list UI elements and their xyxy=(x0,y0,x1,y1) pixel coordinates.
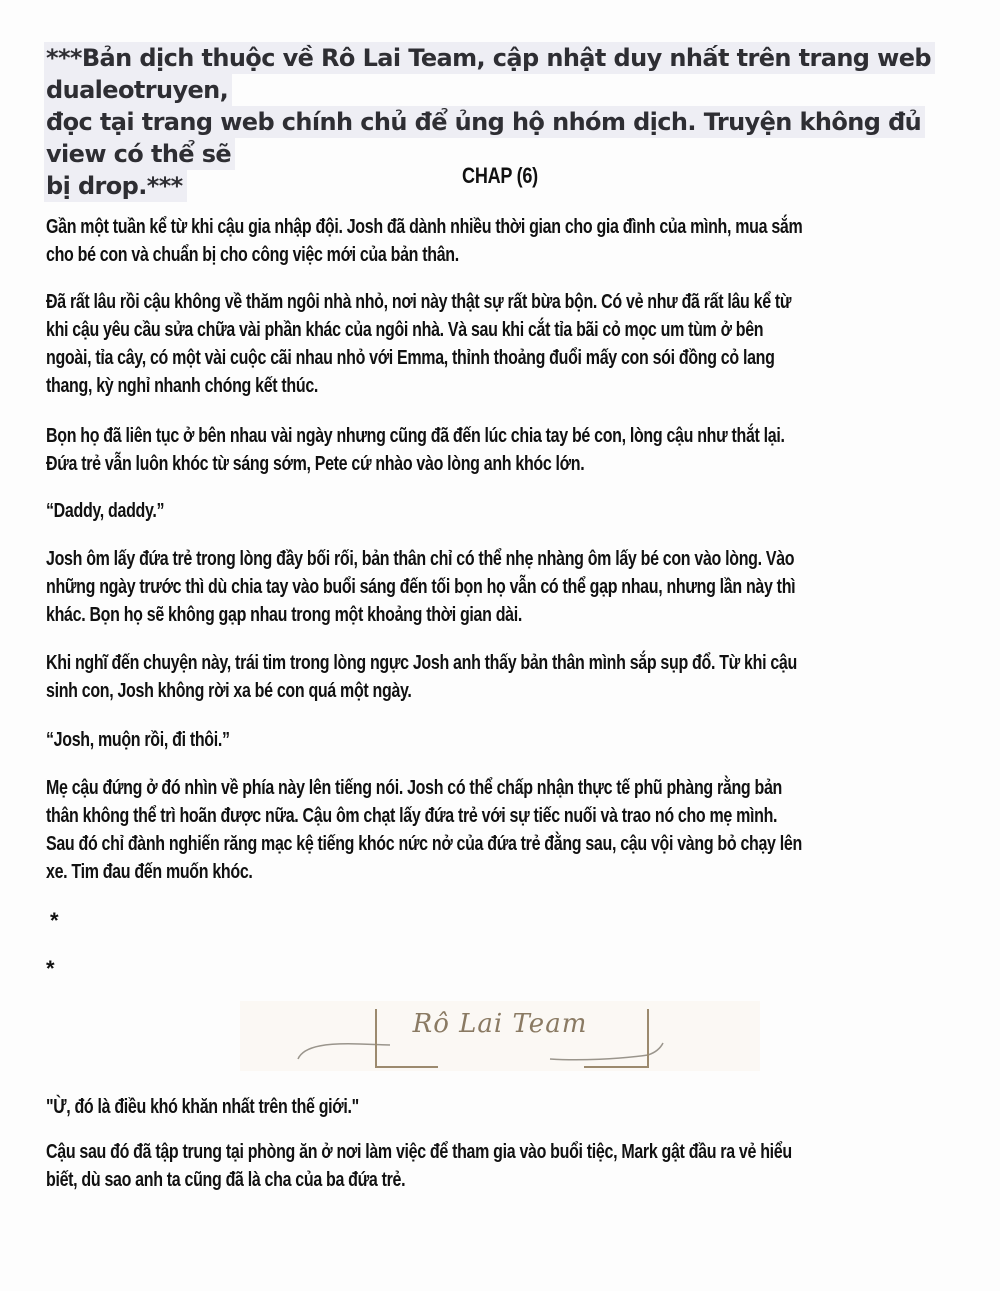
logo-text: Rô Lai Team xyxy=(412,1009,588,1039)
paragraph-line: Mẹ cậu đứng ở đó nhìn về phía này lên tiếng nói. Josh có thể chấp nhận thực tế phũ phàng rằng bản xyxy=(46,777,782,799)
paragraph-8 xyxy=(46,774,950,886)
chapter-title: CHAP (6) xyxy=(462,163,538,188)
paragraph-line: “Josh, muộn rồi, đi thôi.” xyxy=(46,729,230,751)
paragraph-line: Sau đó chỉ đành nghiến răng mạc kệ tiếng khóc nức nở của đứa trẻ đằng sau, cậu vội vàng bỏ chạy lên xyxy=(46,833,802,855)
paragraph-line: sinh con, Josh không rời xa bé con quá một ngày. xyxy=(46,680,412,702)
paragraph-line: ngoài, tỉa cây, có một vài cuộc cãi nhau nhỏ với Emma, thỉnh thoảng đuổi mấy con sói đồng cỏ lang xyxy=(46,347,775,369)
paragraph-line: “Daddy, daddy.” xyxy=(46,500,165,522)
paragraph-5 xyxy=(46,545,950,629)
team-logo xyxy=(240,1001,760,1071)
notice-line-1: ***Bản dịch thuộc về Rô Lai Team, cập nhật duy nhất trên trang web dualeotruyen, xyxy=(44,42,935,106)
paragraph-line: Khi nghĩ đến chuyện này, trái tim trong lòng ngực Josh anh thấy bản thân mình sắp sụp đổ. Từ khi cậu xyxy=(46,652,797,674)
paragraph-line: Gần một tuần kể từ khi cậu gia nhập đội. Josh đã dành nhiều thời gian cho gia đình của mình, mua sắm xyxy=(46,216,803,238)
paragraph-line: Đứa trẻ vẫn luôn khóc từ sáng sớm, Pete cứ nhào vào lòng anh khóc lớn. xyxy=(46,453,585,475)
paragraph-2 xyxy=(46,288,950,400)
paragraph-line: xe. Tim đau đến muốn khóc. xyxy=(46,861,253,883)
paragraph-3 xyxy=(46,422,950,478)
paragraph-6 xyxy=(46,649,950,705)
notice-line-3: bị drop.*** xyxy=(44,170,187,202)
paragraph-line: thân không thể trì hoãn được nữa. Cậu ôm chạt lấy đứa trẻ với sự tiếc nuối và trao nó cho mẹ mình. xyxy=(46,805,778,827)
notice-line-2: đọc tại trang web chính chủ để ủng hộ nhóm dịch. Truyện không đủ view có thể sẽ xyxy=(44,106,925,170)
separator-star: * xyxy=(46,956,55,981)
paragraph-line: những ngày trước thì dù chia tay vào buổi sáng đến tối bọn họ vẫn có thể gạp nhau, nhưng lần này thì xyxy=(46,576,796,598)
paragraph-line: khác. Bọn họ sẽ không gạp nhau trong một khoảng thời gian dài. xyxy=(46,604,522,626)
dialogue-daddy xyxy=(46,497,950,525)
paragraph-line: Cậu sau đó đã tập trung tại phòng ăn ở nơi làm việc để tham gia vào buổi tiệc, Mark gật đầu ra vẻ hiểu xyxy=(46,1141,792,1163)
dialogue-josh xyxy=(46,726,950,754)
paragraph-line: Josh ôm lấy đứa trẻ trong lòng đầy bối rối, bản thân chỉ có thể nhẹ nhàng ôm lấy bé con vào lòng. Vào xyxy=(46,548,795,570)
paragraph-line: cho bé con và chuẩn bị cho công việc mới của bản thân. xyxy=(46,244,459,266)
paragraph-1 xyxy=(46,213,950,269)
separator-star: * xyxy=(50,908,59,933)
paragraph-line: Đã rất lâu rồi cậu không về thăm ngôi nhà nhỏ, nơi này thật sự rất bừa bộn. Có vẻ như đã rất lâu kể từ xyxy=(46,291,792,313)
paragraph-10 xyxy=(46,1138,950,1194)
paragraph-line: biết, dù sao anh ta cũng đã là cha của ba đứa trẻ. xyxy=(46,1169,406,1191)
dialogue-hardest xyxy=(46,1093,950,1121)
paragraph-line: "Ừ, đó là điều khó khăn nhất trên thế giới." xyxy=(46,1096,359,1118)
paragraph-line: thang, kỳ nghỉ nhanh chóng kết thúc. xyxy=(46,375,319,397)
paragraph-line: Bọn họ đã liên tục ở bên nhau vài ngày nhưng cũng đã đến lúc chia tay bé con, lòng cậu như thắt lại. xyxy=(46,425,785,447)
paragraph-line: khi cậu yêu cầu sửa chữa vài phần khác của ngôi nhà. Và sau khi cắt tỉa bãi cỏ mọc um tùm ở bên xyxy=(46,319,764,341)
